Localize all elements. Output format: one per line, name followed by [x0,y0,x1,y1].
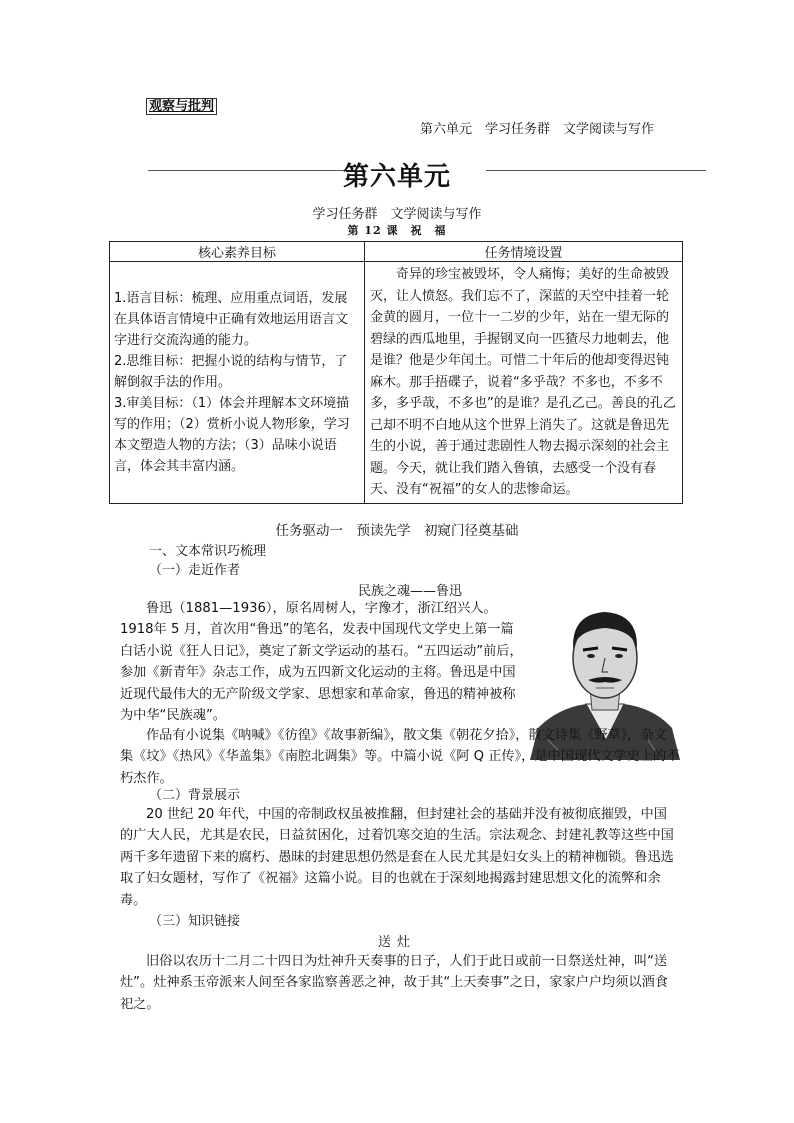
scenario-col-header: 任务情境设置 [365,242,683,262]
goals-table [109,241,683,504]
subsection-knowledge: （三）知识链接 [149,914,241,929]
unit-title: 第六单元 [342,162,451,192]
section-heading-1: 一、文本常识巧梳理 [149,544,267,559]
custom-text: 旧俗以农历十二月二十四日为灶神升天奏事的日子，人们于此日或前一日祭送灶神，叫“送灶”。灶神系玉帝派来人间至各家监察善恶之神，故于其“上天奏事”之日，家家户户均须以酒食祀之。 [120,954,668,1012]
goal-item: 3.审美目标：（1）体会并理解本文环境描写的作用；（2）赏析小说人物形象，学习本文塑造人物的方法；（3）品味小说语言，体会其丰富内涵。 [114,395,350,474]
author-works: 作品有小说集《呐喊》《彷徨》《故事新编》，散文集《朝花夕拾》，散文诗集《野草》，杂文集《坟》《热风》《华盖集》《南腔北调集》等。中篇小说《阿 Q 正传》，是中国现代文学史上的不朽杰作。 [120,728,680,786]
lesson-title: 第 12 课 祝 福 [347,224,447,237]
author-bio: 鲁迅（1881—1936），原名周树人，字豫才，浙江绍兴人。1918年 5 月，首次用“鲁迅”的笔名，发表中国现代文学史上第一篇白话小说《狂人日记》，奠定了新文学运动的基石。“五四运动”前后，参加《新青年》杂志工作，成为五四新文化运动的主将。鲁迅是中国近现代最伟大的无产阶级文学家、思想家和革命家，鲁迅的精神被称为中华“民族魂”。 [120,601,523,724]
task-group-subtitle: 学习任务群 文学阅读与写作 [312,207,482,222]
task-section-title: 任务驱动一 预读先学 初窥门径奠基础 [275,523,519,539]
goals-table-header [110,242,683,262]
column-tag: 观察与批判 [146,98,217,115]
core-goals-cell [110,262,365,504]
goals-table-row [110,262,683,504]
goal-item: 2.思维目标：把握小说的结构与情节，了解倒叙手法的作用。 [114,353,348,390]
author-heading: 民族之魂——鲁迅 [358,584,463,599]
subsection-author: （一）走近作者 [149,563,241,578]
task-scenario-cell: 奇异的珍宝被毁坏，令人痛悔；美好的生命被毁灭，让人愤怒。我们忘不了，深蓝的天空中挂着一轮金黄的圆月，一位十一二岁的少年，站在一望无际的碧绿的西瓜地里，手握钢叉向一匹猹尽力地刺去，他是谁？他是少年闰土。可惜二十年后的他却变得迟钝麻木。那手捂碟子，说着“多乎哉？不多也，不多不多，多乎哉，不多也”的是谁？是孔乙己。善良的孔乙己却不明不白地从这个世界上消失了。这就是鲁迅先生的小说，善于通过悲剧性人物去揭示深刻的社会主题。今天，就让我们踏入鲁镇，去感受一个没有春天、没有“祝福”的女人的悲惨命运。 [365,262,683,504]
goal-item: 1.语言目标：梳理、应用重点词语，发展在具体语言情境中正确有效地运用语言文字进行交流沟通的能力。 [114,290,349,348]
subsection-background: （二）背景展示 [149,788,241,803]
running-header: 第六单元 学习任务群 文学阅读与写作 [420,122,655,137]
goals-col-header: 核心素养目标 [110,242,365,262]
background-text: 20 世纪 20 年代，中国的帝制政权虽被推翻，但封建社会的基础并没有被彻底摧毁，中国的广大人民，尤其是农民，日益贫困化，过着饥寒交迫的生活。宗法观念、封建礼教等这些中国两千多年遗留下来的腐朽、愚昧的封建思想仍然是套在人民尤其是妇女头上的精神枷锁。鲁迅选取了妇女题材，写作了《祝福》这篇小说。目的也就在于深刻地揭露封建思想文化的流弊和余毒。 [120,807,674,908]
custom-title: 送灶 [377,935,416,950]
